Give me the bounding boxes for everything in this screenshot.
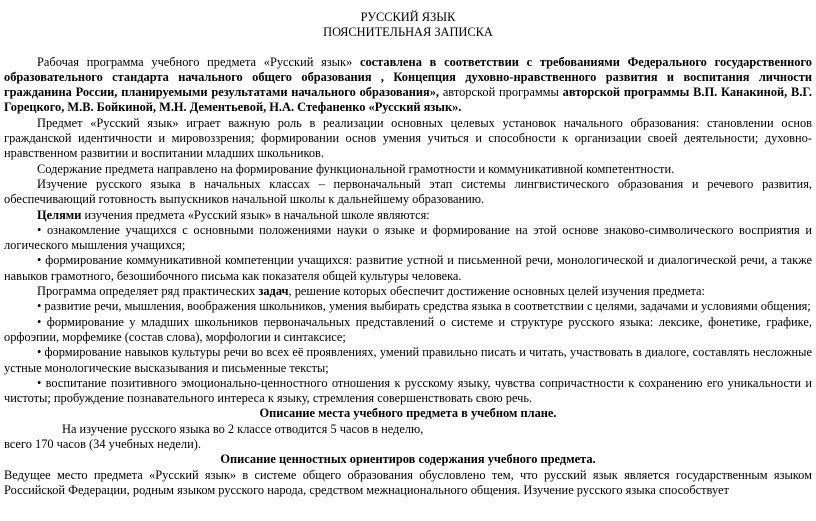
task-item-1: • развитие речи, мышления, воображения школьников, умения выбирать средства языка в соответствии с целями, задачами и условиями общения; bbox=[37, 299, 811, 314]
values-paragraph: Ведущее место предмета «Русский язык» в системе общего образования обусловлено тем, что русский язык является государственным языком Российской Федерации, родным языком русского народа, средством межнационального общения. Изучение русского языка способствует bbox=[4, 467, 812, 497]
intro-paragraph bbox=[0, 55, 816, 116]
doc-title-line1: РУССКИЙ ЯЗЫК bbox=[360, 10, 456, 24]
values-title-text: Описание ценностных ориентиров содержания учебного предмета bbox=[220, 452, 593, 467]
task-item-4: • воспитание позитивного эмоционально-ценностного отношения к русскому языку, чувства сопричастности к сохранению его уникальности и чистоты; пробуждение познавательного интереса к языку, стремления совершенствовать свою речь. bbox=[4, 375, 812, 406]
intro-part3: авторской программы bbox=[442, 85, 563, 100]
paragraph-study: Изучение русского языка в начальных классах – первоначальный этап системы лингвистического образования и речевого развития, обеспечивающий готовность выпускников начальной школы к дальнейшему образованию. bbox=[4, 176, 812, 207]
tasks-heading bbox=[0, 284, 816, 299]
goals-rest: изучения предмета «Русский язык» в начальной школе являются: bbox=[81, 207, 430, 222]
goals-heading bbox=[0, 208, 816, 223]
values-section-title bbox=[0, 452, 816, 467]
tasks-pre: Программа определяет ряд практических bbox=[37, 284, 259, 299]
tasks-bold: задач bbox=[258, 284, 289, 299]
place-line-2: всего 170 часов (34 учебных недели). bbox=[4, 437, 201, 452]
intro-part2: составлена в соответствии с требованиями Федерального государственного образовательного стандарта начального общего образования , Концепция духовно-нравственного развития и воспитания личности гражданина России, планируемыми результатами начального образования», bbox=[4, 54, 813, 100]
values-title-dot: . bbox=[592, 452, 596, 467]
tasks-post: , решение которых обеспечит достижение основных целей изучения предмета: bbox=[288, 284, 705, 299]
paragraph-content: Содержание предмета направлено на формирование функциональной грамотности и коммуникативной компетентности. bbox=[37, 161, 675, 176]
goals-bold: Целями bbox=[37, 207, 82, 222]
goal-item-2: • формирование коммуникативной компетенции учащихся: развитие устной и письменной речи, монологической и диалогической речи, а также навыков грамотного, безошибочного письма как показателя общей культуры человека. bbox=[4, 253, 812, 283]
intro-part1: Рабочая программа учебного предмета «Русский язык» bbox=[37, 54, 360, 69]
doc-title-line2: ПОЯСНИТЕЛЬНАЯ ЗАПИСКА bbox=[323, 25, 493, 40]
task-item-2: • формирование у младших школьников первоначальных представлений о системе и структуре русского языка: лексике, фонетике, графике, орфоэпии, морфемике (состав слова), морфологии и синтаксисе; bbox=[4, 314, 812, 344]
paragraph-role: Предмет «Русский язык» играет важную роль в реализации основных целевых установок начального образования: становлении основ гражданской идентичности и мировоззрения; формировании основ умения учиться и способности к организации своей деятельности; духовно-нравственном развитии и воспитании младших школьников. bbox=[4, 115, 812, 161]
goal-item-1: • ознакомление учащихся с основными положениями науки о языке и формирование на этой основе знаково-символического восприятия и логического мышления учащихся; bbox=[4, 222, 812, 253]
place-section-title: Описание места учебного предмета в учебном плане. bbox=[259, 406, 557, 421]
task-item-3: • формирование навыков культуры речи во всех её проявлениях, умений правильно писать и читать, участвовать в диалоге, составлять несложные устные монологические высказывания и письменные тексты; bbox=[4, 345, 812, 375]
intro-part4: авторской программы В.П. Канакиной, В.Г. Горецкого, М.В. Бойкиной, М.Н. Дементьевой, Н.А. Стефаненко «Русский язык». bbox=[4, 85, 812, 115]
document-page bbox=[0, 10, 816, 498]
place-line-1: На изучение русского языка во 2 классе отводится 5 часов в неделю, bbox=[62, 421, 424, 436]
